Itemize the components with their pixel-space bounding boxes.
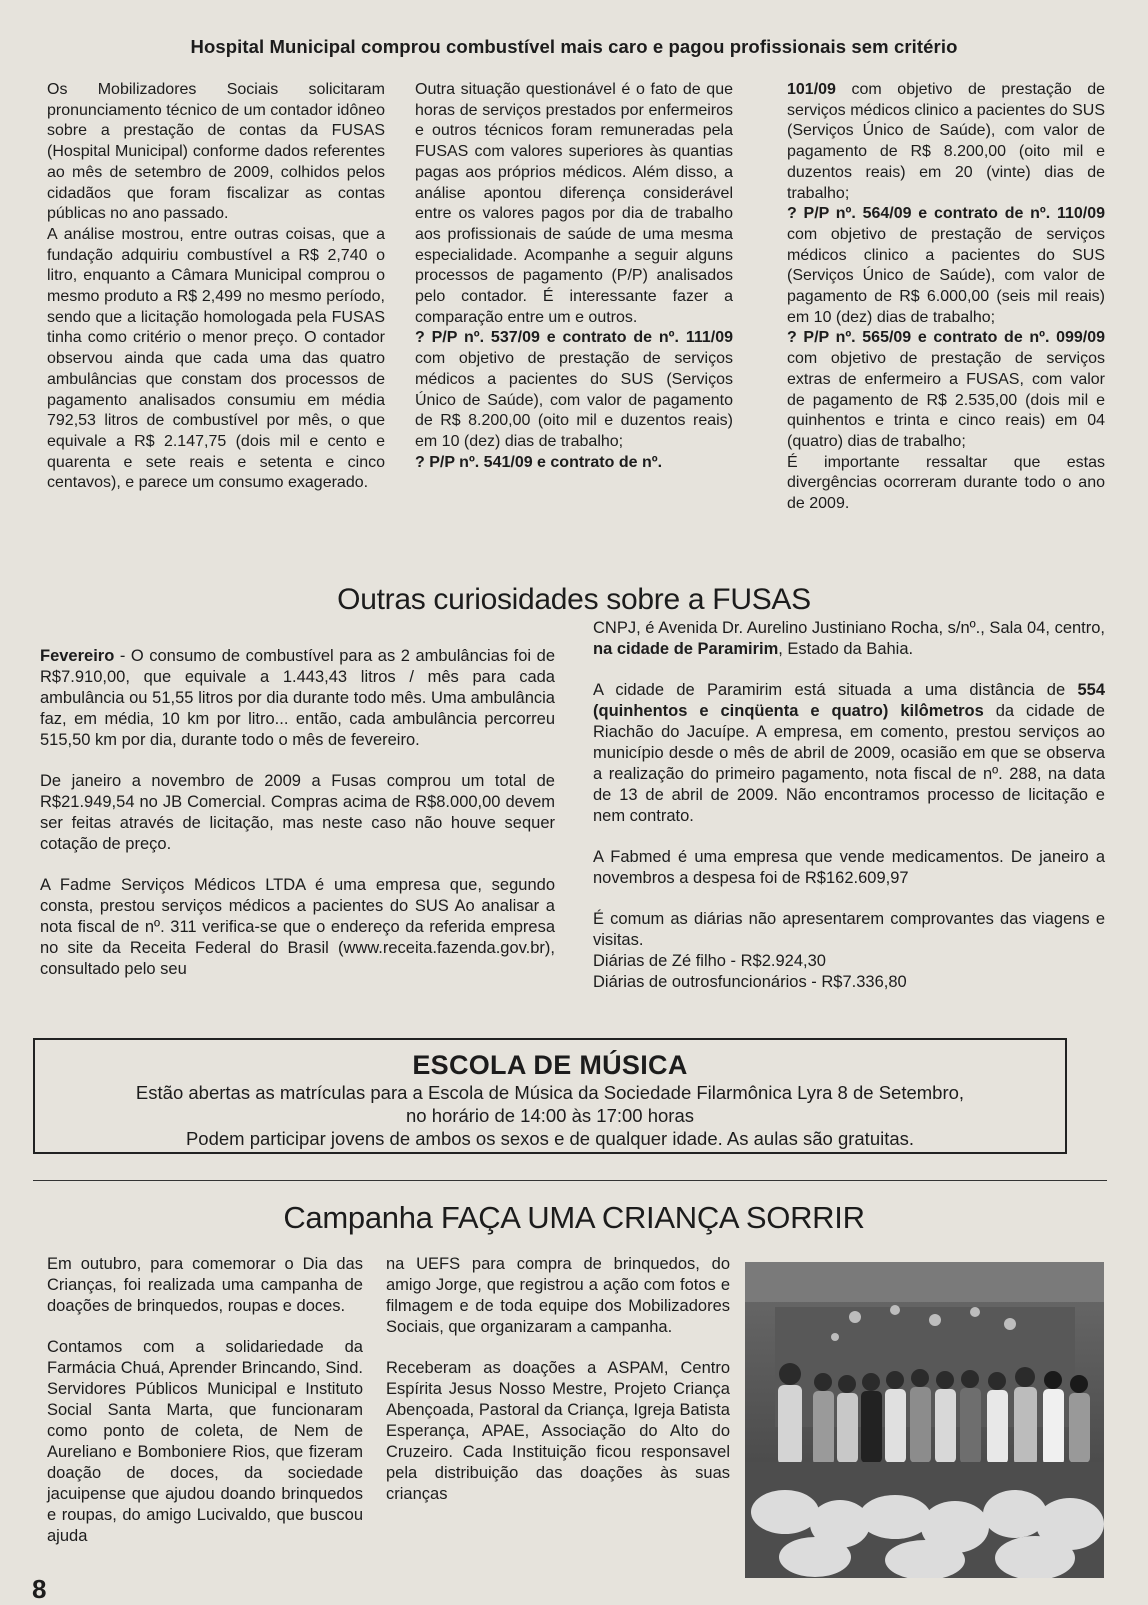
box-line: Estão abertas as matrículas para a Escola de Música da Sociedade Filarmônica Lyra 8 de Setembro, [135,1082,965,1103]
box-title: ESCOLA DE MÚSICA [412,1050,688,1080]
payment-item [787,204,1105,328]
payment-item [415,328,733,452]
article3-column-1 [47,1254,363,1547]
article2-column-1 [40,646,555,980]
article2-bold-text: na cidade de Paramirim [593,640,779,658]
page-number: 8 [32,1574,47,1604]
article2-paragraph [40,646,555,751]
article2-paragraph-text: A cidade de Paramirim está situada a uma distância de [593,681,1078,699]
payment-item-head: ? P/P nº. 537/09 e contrato de nº. 111/09 [415,329,733,347]
article1-column-1 [47,80,385,494]
diarias-line: Diárias de outrosfuncionários - R$7.336,80 [593,973,907,991]
article2-paragraph-text: - O consumo de combustível para as 2 ambulâncias foi de R$7.910,00, que equivale a 1.443,43 litros / mês para cada ambulância ou 51,55 litros por dia durante todo mês. Uma ambulância faz, em média, 10 km por litro... então, cada ambulância percorreu 515,50 km por dia, durante todo o mês de fevereiro. [40,647,555,749]
article1-paragraph: Outra situação questionável é o fato de que horas de serviços prestados por enfermeiros e outros técnicos foram remuneradas pela FUSAS com valores superiores às quantias pagas aos próprios médicos. Além disso, a análise apontou diferença considerável entre os valores pagos por dia de trabalho aos profissionais de saúde de uma mesma especialidade. Acompanhe a seguir alguns processos de pagamento (P/P) analisados pelo contador. É interessante fazer a comparação entre um e outros. [415,81,733,326]
article1-closing: É importante ressaltar que estas divergências ocorreram durante todo o ano de 2009. [787,453,1105,513]
music-school-box [33,1038,1067,1154]
article3-column-2 [386,1254,730,1505]
payment-item-text: com objetivo de prestação de serviços médicos clinico a pacientes do SUS (Serviços Único de Saúde), com valor de pagamento de R$ 8.200,00 (oito mil e duzentos reais) em 20 (vinte) dias de trabalho; [787,81,1105,202]
campaign-photo [745,1262,1104,1578]
article3-paragraph: Em outubro, para comemorar o Dia das Crianças, foi realizada uma campanha de doações de brinquedos, roupas e doces. [47,1255,363,1315]
payment-item-head: ? P/P nº. 564/09 e contrato de nº. 110/09 [787,205,1105,223]
article2-paragraph-text: CNPJ, é Avenida Dr. Aurelino Justiniano Rocha, s/nº., Sala 04, centro, [593,619,1106,637]
article3-paragraph: na UEFS para compra de brinquedos, do amigo Jorge, que registrou a ação com fotos e filmagem e de toda equipe dos Mobilizadores Sociais, que organizaram a campanha. [386,1255,730,1336]
diarias-line: Diárias de Zé filho - R$2.924,30 [593,952,826,970]
divider [33,1180,1107,1181]
payment-item-head: ? P/P nº. 541/09 e contrato de nº. [415,453,663,471]
article2-paragraph-text: , Estado da Bahia. [778,640,914,658]
payment-item [787,328,1105,452]
article1-column-2 [415,80,733,473]
payment-item-head: 101/09 [787,81,836,98]
section-title-curiosidades: Outras curiosidades sobre a FUSAS [337,583,811,616]
payment-item [787,80,1105,204]
article2-bold-text: 554 (quinhentos e cinqüenta e quatro) kilômetros [593,681,1105,720]
box-line: no horário de 14:00 às 17:00 horas [406,1105,694,1126]
article2-paragraph: De janeiro a novembro de 2009 a Fusas comprou um total de R$21.949,54 no JB Comercial. Compras acima de R$8.000,00 devem ser feitas através de licitação, mas neste caso não houve sequer cotação de preço. [40,772,555,853]
payment-item-text: com objetivo de prestação de serviços médicos clinico a pacientes do SUS (Serviços Único de Saúde), com valor de pagamento de R$ 6.000,00 (seis mil reais) em 10 (dez) dias de trabalho; [787,225,1105,326]
payment-item-head-line [415,453,733,474]
month-label: Fevereiro [40,647,115,665]
article2-paragraph [593,618,1105,660]
article1-column-3 [787,80,1105,515]
payment-item-text: com objetivo de prestação de serviços extras de enfermeiro a FUSAS, com valor de pagamento de R$ 2.535,00 (dois mil e quinhentos e trinta e cinco reais) em 04 (quatro) dias de trabalho; [787,350,1105,450]
payment-item-text: com objetivo de prestação de serviços médicos a pacientes do SUS (Serviços Único de Saúde), com valor de pagamento de R$ 8.200,00 (oito mil e duzentos reais) em 10 (dez) dias de trabalho; [415,350,733,450]
article1-paragraph: Os Mobilizadores Sociais solicitaram pronunciamento técnico de um contador idôneo sobre a prestação de contas da FUSAS (Hospital Municipal) conforme dados referentes ao mês de setembro de 2009, colhidos pelos cidadãos que foram fiscalizar as contas públicas no ano passado. [47,81,385,223]
article-headline: Hospital Municipal comprou combustível mais caro e pagou profissionais sem critério [190,36,958,57]
article2-column-2 [593,618,1105,993]
article2-paragraph-text: da cidade de Riachão do Jacuípe. A empresa, em comento, prestou serviços ao município desde o mês de abril de 2009, ocasião em que se observa a realização do primeiro pagamento, nota fiscal de nº. 288, na data de 13 de abril de 2009. Não encontramos processo de licitação e nem contrato. [593,702,1105,825]
box-line: Podem participar jovens de ambos os sexos e de qualquer idade. As aulas são gratuitas. [185,1128,915,1149]
article2-paragraph: A Fadme Serviços Médicos LTDA é uma empresa que, segundo consta, prestou serviços médicos a pacientes do SUS Ao analisar a nota fiscal de nº. 311 verifica-se que o endereço da referida empresa no site da Receita Federal do Brasil (www.receita.fazenda.gov.br), consultado pelo seu [40,876,555,978]
payment-item-head: ? P/P nº. 565/09 e contrato de nº. 099/09 [787,329,1105,347]
article2-paragraph: É comum as diárias não apresentarem comprovantes das viagens e visitas. [593,910,1105,949]
article2-paragraph [593,680,1105,827]
article2-paragraph: A Fabmed é uma empresa que vende medicamentos. De janeiro a novembros a despesa foi de R$162.609,97 [593,848,1105,887]
article3-paragraph: Receberam as doações a ASPAM, Centro Espírita Jesus Nosso Mestre, Projeto Criança Abençoada, Pastoral da Criança, Igreja Batista Esperança, APAE, Associação do Alto do Cruzeiro. Cada Instituição ficou responsavel pela distribuição das doações às suas crianças [386,1359,730,1503]
article3-paragraph: Contamos com a solidariedade da Farmácia Chuá, Aprender Brincando, Sind. Servidores Públicos Municipal e Instituto Social Santa Marta, que funcionaram como ponto de coleta, de Nem de Aureliano e Bomboniere Rios, que fizeram doação de doces, da sociedade jacuipense que ajudou doando brinquedos e roupas, do amigo Lucivaldo, que buscou ajuda [47,1338,363,1545]
article1-paragraph: A análise mostrou, entre outras coisas, que a fundação adquiriu combustível a R$ 2,740 o litro, enquanto a Câmara Municipal comprou o mesmo produto a R$ 2,499 no mesmo período, sendo que a licitação homologada pela FUSAS tinha como critério o menor preço. O contador observou ainda que cada uma das quatro ambulâncias que constam dos processos de pagamento analisados consumiu em média 792,53 litros de combustível por mês, o que equivale a R$ 2.147,75 (dois mil e cento e quarenta e sete reais e setenta e cinco centavos), e parece um consumo exagerado. [47,225,385,492]
group-photo-image [745,1262,1104,1578]
section-title-campanha: Campanha FAÇA UMA CRIANÇA SORRIR [283,1200,865,1235]
